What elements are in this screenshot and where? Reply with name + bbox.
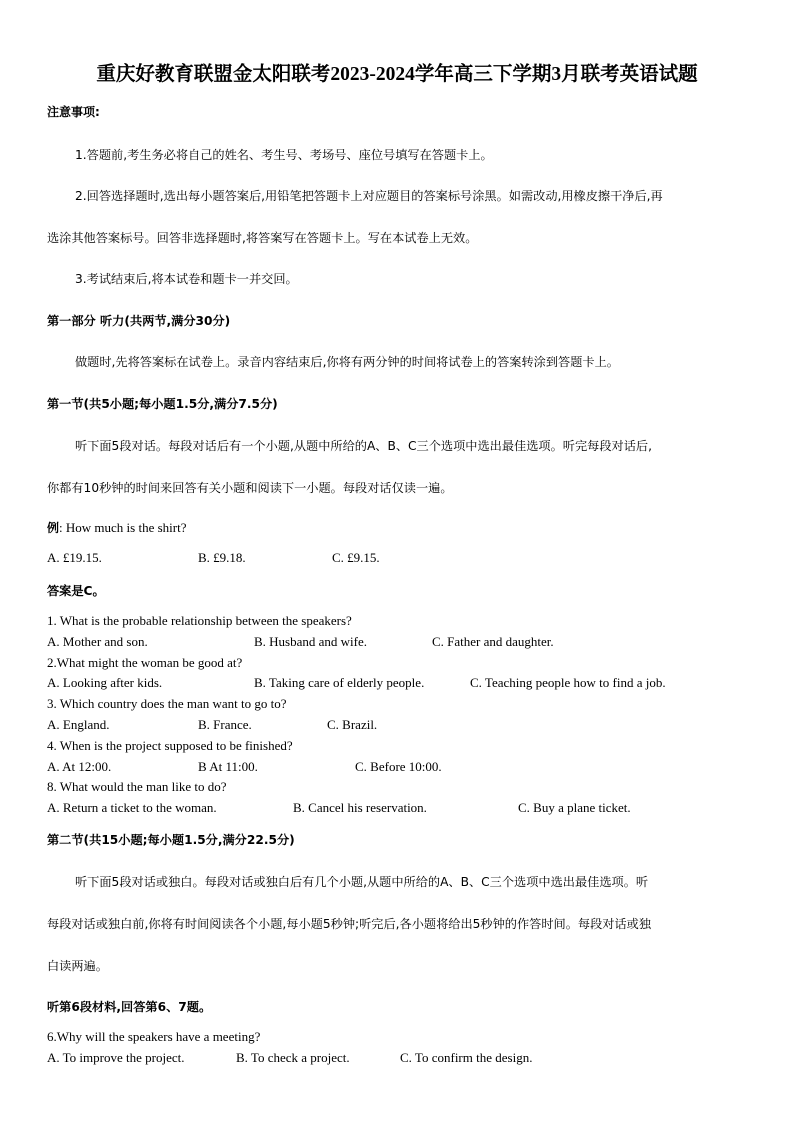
q3-option-a: A. England. [47, 717, 110, 732]
question-3: 3. Which country does the man want to go to? [47, 696, 287, 711]
q3-option-c: C. Brazil. [327, 717, 378, 732]
q8-option-c: C. Buy a plane ticket. [518, 800, 631, 815]
example-question-text: : How much is the shirt? [59, 520, 187, 535]
q1-option-b: B. Husband and wife. [254, 634, 368, 649]
section2-intro: 听下面5段对话或独白。每段对话或独白后有几个小题,从题中所给的A、B、C三个选项中选出最佳选项。听 [75, 875, 649, 889]
notice-heading: 注意事项: [47, 105, 100, 119]
q4-option-a: A. At 12:00. [47, 759, 112, 774]
example-label: 例 [47, 521, 60, 535]
section1-heading: 第一节(共5小题;每小题1.5分,满分7.5分) [47, 397, 278, 411]
section2-heading: 第二节(共15小题;每小题1.5分,满分22.5分) [47, 833, 295, 847]
question-8: 8. What would the man like to do? [47, 779, 227, 794]
q6-option-a: A. To improve the project. [47, 1050, 185, 1065]
q8-option-b: B. Cancel his reservation. [293, 800, 427, 815]
q6-option-c: C. To confirm the design. [400, 1050, 533, 1065]
q3-option-b: B. France. [198, 717, 252, 732]
question-2: 2.What might the woman be good at? [47, 655, 243, 670]
example-option-b: B. £9.18. [198, 550, 246, 565]
example-option-c: C. £9.15. [332, 550, 380, 565]
q8-option-a: A. Return a ticket to the woman. [47, 800, 217, 815]
section1-intro: 你都有10秒钟的时间来回答有关小题和阅读下一小题。每段对话仅读一遍。 [47, 481, 453, 495]
notice-line: 2.回答选择题时,选出每小题答案后,用铅笔把答题卡上对应题目的答案标号涂黑。如需改动,用橡皮擦干净后,再 [75, 189, 663, 203]
question-4: 4. When is the project supposed to be finished? [47, 738, 293, 753]
notice-line: 选涂其他答案标号。回答非选择题时,将答案写在答题卡上。写在本试卷上无效。 [47, 231, 478, 245]
question-1: 1. What is the probable relationship between the speakers? [47, 613, 352, 628]
q1-option-c: C. Father and daughter. [432, 634, 554, 649]
material-6-heading: 听第6段材料,回答第6、7题。 [47, 1000, 212, 1014]
section2-intro: 每段对话或独白前,你将有时间阅读各个小题,每小题5秒钟;听完后,各小题将给出5秒钟的作答时间。每段对话或独 [47, 917, 652, 931]
q2-option-a: A. Looking after kids. [47, 675, 163, 690]
q6-option-b: B. To check a project. [236, 1050, 350, 1065]
example-option-a: A. £19.15. [47, 550, 102, 565]
part1-intro: 做题时,先将答案标在试卷上。录音内容结束后,你将有两分钟的时间将试卷上的答案转涂到答题卡上。 [75, 355, 619, 369]
part1-heading: 第一部分 听力(共两节,满分30分) [47, 314, 231, 328]
example-question [47, 519, 186, 537]
section1-intro: 听下面5段对话。每段对话后有一个小题,从题中所给的A、B、C三个选项中选出最佳选项。听完每段对话后, [75, 439, 652, 453]
q2-option-c: C. Teaching people how to find a job. [470, 675, 666, 690]
notice-line: 3.考试结束后,将本试卷和题卡一并交回。 [75, 272, 298, 286]
q2-option-b: B. Taking care of elderly people. [254, 675, 425, 690]
section2-intro: 白读两遍。 [47, 959, 108, 973]
q4-option-c: C. Before 10:00. [355, 759, 442, 774]
q4-option-b: B At 11:00. [198, 759, 258, 774]
page-title: 重庆好教育联盟金太阳联考2023-2024学年高三下学期3月联考英语试题 [96, 64, 698, 85]
q1-option-a: A. Mother and son. [47, 634, 148, 649]
question-6: 6.Why will the speakers have a meeting? [47, 1029, 261, 1044]
example-answer: 答案是C。 [47, 584, 105, 598]
notice-line: 1.答题前,考生务必将自己的姓名、考生号、考场号、座位号填写在答题卡上。 [75, 148, 493, 162]
